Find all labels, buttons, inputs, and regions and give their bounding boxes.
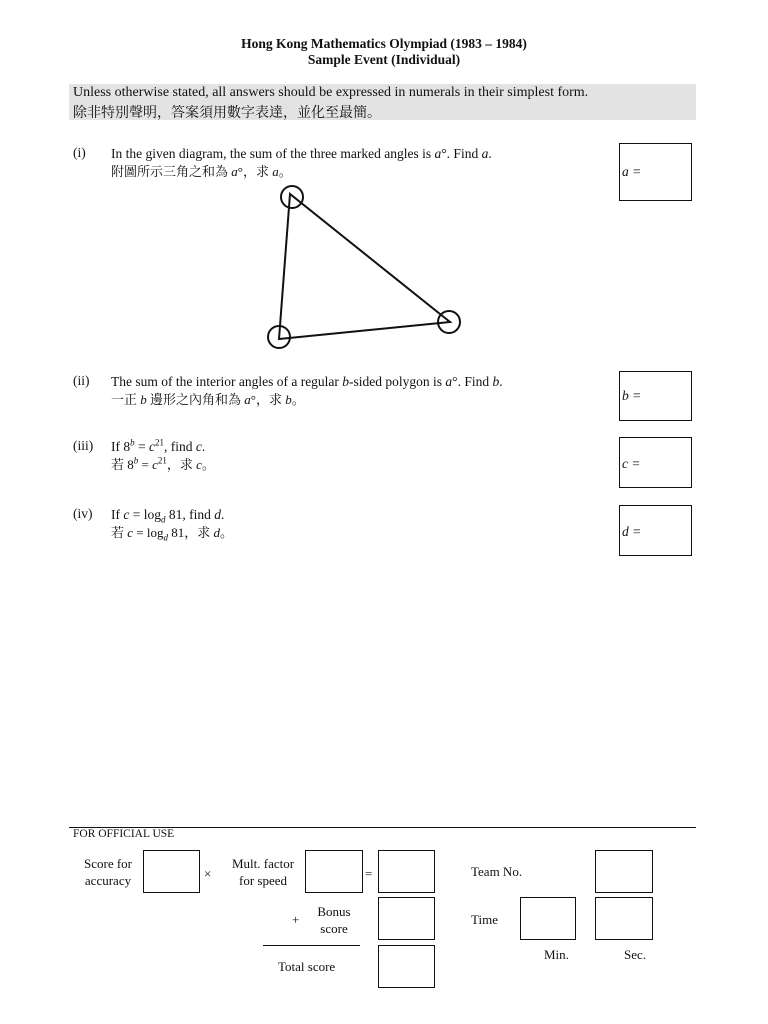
score-accuracy-label: Score for accuracy [83,856,132,888]
answer-box-b[interactable] [619,371,692,421]
bonus-score-box[interactable] [378,897,435,940]
times-sign: × [204,866,212,881]
question-1-number: (i) [73,145,86,160]
total-score-label: Total score [278,959,336,974]
answer-box-d[interactable] [619,505,692,556]
team-no-box[interactable] [595,850,653,893]
page-title: Hong Kong Mathematics Olympiad (1983 – 1984) [241,36,527,51]
answer-label-c: c = [622,456,641,471]
time-sec-box[interactable] [595,897,653,940]
question-3-number: (iii) [73,438,94,453]
question-2-number: (ii) [73,373,90,388]
answer-label-a: a = [622,164,642,179]
angle-marker-top [281,186,303,208]
mult-factor-box[interactable] [305,850,363,893]
team-no-label: Team No. [471,864,523,879]
plus-sign: + [292,912,300,927]
product-box[interactable] [378,850,435,893]
answer-box-c[interactable] [619,437,692,488]
total-score-box[interactable] [378,945,435,988]
official-divider [69,827,696,828]
answer-box-a[interactable] [619,143,692,201]
question-3-english: If $8^b = c^{21}$, find c. [111,437,206,454]
question-1-english: In the given diagram, the sum of the three marked angles is a°. Find a. [111,146,492,161]
time-label: Time [471,912,498,927]
notice-chinese: 除非特別聲明，答案須用數字表達，並化至最簡。 [73,106,381,121]
answer-label-b: b = [622,388,642,403]
question-3-text [111,438,215,474]
bonus-score-label: Bonus score [317,904,351,936]
total-divider [263,945,360,946]
notice-english: Unless otherwise stated, all answers should be expressed in numerals in their simplest form. [73,85,589,100]
answer-label-d: d = [622,524,642,539]
mult-factor-label: Mult. factor for speed [231,856,295,888]
question-4-chinese: 若 $c = \log_d 81$，求 d。 [111,525,234,543]
instruction-notice [69,84,696,120]
question-4-text [111,506,233,542]
question-2-chinese: 一正 b 邊形之內角和為 a°，求 b。 [111,392,305,407]
question-1-chinese: 附圖所示三角之和為 a°，求 a。 [111,164,292,179]
min-label: Min. [544,947,569,962]
question-4-english: If $c = \log_d 81$, find d. [111,507,225,525]
equals-sign: = [365,866,373,881]
sec-label: Sec. [624,947,647,962]
official-use-heading: FOR OFFICIAL USE [73,828,175,840]
question-2-text [111,373,503,409]
question-1-text [111,145,492,181]
question-3-chinese: 若 $8^b = c^{21}$，求 c。 [111,455,215,472]
question-4-number: (iv) [73,506,93,521]
question-2-english: The sum of the interior angles of a regular b-sided polygon is a°. Find b. [111,374,503,389]
triangle [279,194,450,339]
triangle-diagram [262,183,466,353]
time-min-box[interactable] [520,897,576,940]
page-subtitle: Sample Event (Individual) [307,52,461,67]
score-accuracy-box[interactable] [143,850,200,893]
